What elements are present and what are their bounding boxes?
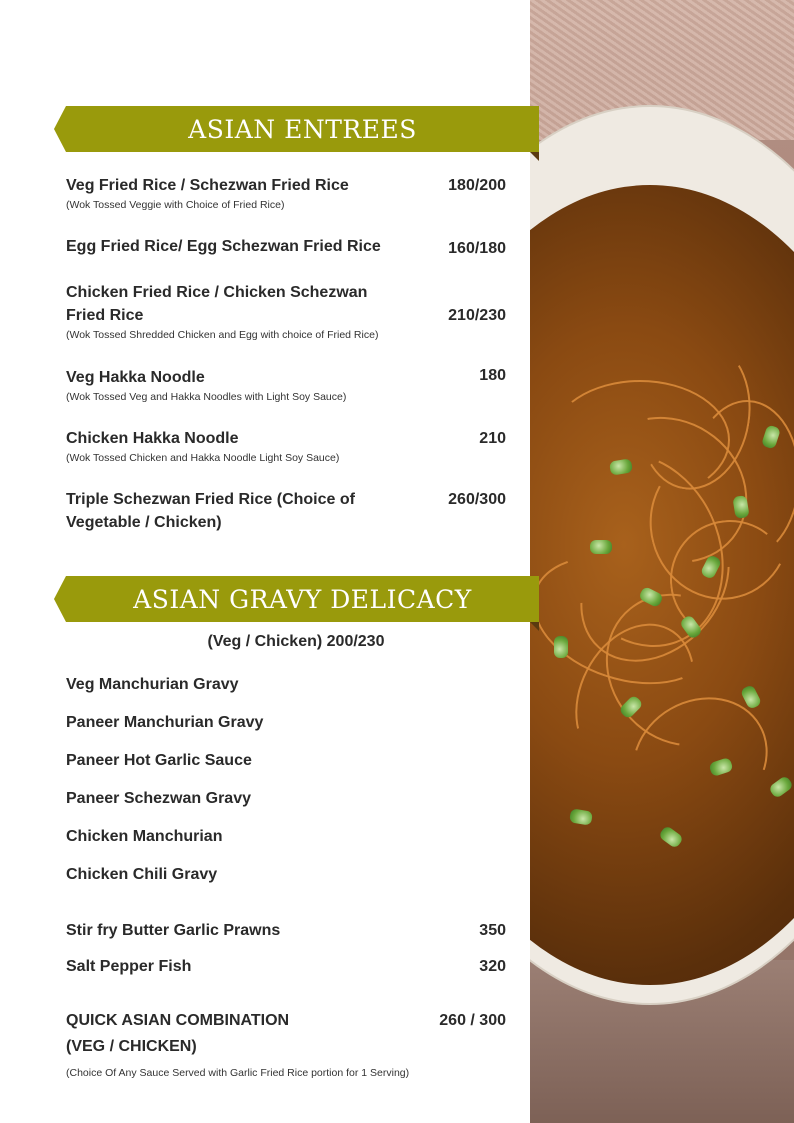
list-item: Veg Manchurian Gravy (66, 676, 239, 693)
item-description: (Wok Tossed Veg and Hakka Noodles with Light Soy Sauce) (66, 391, 347, 403)
entrees-title: ASIAN ENTREES (188, 114, 417, 144)
menu-item (66, 955, 506, 978)
menu-item (66, 235, 506, 258)
menu-item (66, 427, 506, 465)
gravy-price-note: (Veg / Chicken) 200/230 (207, 633, 385, 650)
item-name: Salt Pepper Fish (66, 958, 192, 975)
menu-item (66, 488, 506, 534)
list-item: Paneer Hot Garlic Sauce (66, 752, 252, 769)
entrees-banner (66, 106, 539, 152)
item-price: 260/300 (448, 491, 506, 508)
menu-item (66, 281, 506, 342)
item-name: Chicken Hakka Noodle (66, 430, 239, 447)
banner-fold (530, 152, 539, 161)
item-name: Veg Hakka Noodle (66, 369, 205, 386)
combo-description: (Choice Of Any Sauce Served with Garlic Fried Rice portion for 1 Serving) (66, 1067, 410, 1079)
item-price: 210/230 (448, 307, 506, 324)
spring-onion (554, 636, 568, 658)
list-item: Chicken Chili Gravy (66, 866, 218, 883)
item-price: 180 (479, 367, 506, 384)
gravy-list (66, 674, 366, 902)
item-price: 180/200 (448, 177, 506, 194)
item-name: Egg Fried Rice/ Egg Schezwan Fried Rice (66, 238, 381, 255)
list-item: Paneer Manchurian Gravy (66, 714, 264, 731)
food-photo (530, 0, 794, 1123)
combo-price: 260 / 300 (439, 1012, 506, 1029)
gravy-title: ASIAN GRAVY DELICACY (133, 584, 472, 614)
item-description: (Wok Tossed Chicken and Hakka Noodle Light Soy Sauce) (66, 452, 340, 464)
combo-name: QUICK ASIAN COMBINATION (66, 1012, 290, 1029)
combo-item (66, 1008, 506, 1080)
menu-item (66, 366, 506, 404)
list-item: Chicken Manchurian (66, 828, 223, 845)
item-price: 210 (479, 430, 506, 447)
item-name: Chicken Fried Rice / Chicken Schezwan Fried Rice (66, 284, 368, 324)
list-item: Paneer Schezwan Gravy (66, 790, 251, 807)
item-price: 320 (479, 958, 506, 975)
item-price: 160/180 (448, 240, 506, 257)
combo-choice: (VEG / CHICKEN) (66, 1038, 197, 1055)
item-description: (Wok Tossed Veggie with Choice of Fried Rice) (66, 199, 285, 211)
banner-fold (530, 622, 539, 631)
item-description: (Wok Tossed Shredded Chicken and Egg with choice of Fried Rice) (66, 329, 379, 341)
menu-item (66, 174, 506, 212)
item-name: Triple Schezwan Fried Rice (Choice of Vegetable / Chicken) (66, 491, 355, 531)
item-price: 350 (479, 922, 506, 939)
spring-onion (590, 540, 612, 554)
item-name: Veg Fried Rice / Schezwan Fried Rice (66, 177, 349, 194)
menu-item (66, 919, 506, 942)
gravy-banner (66, 576, 539, 622)
item-name: Stir fry Butter Garlic Prawns (66, 922, 281, 939)
